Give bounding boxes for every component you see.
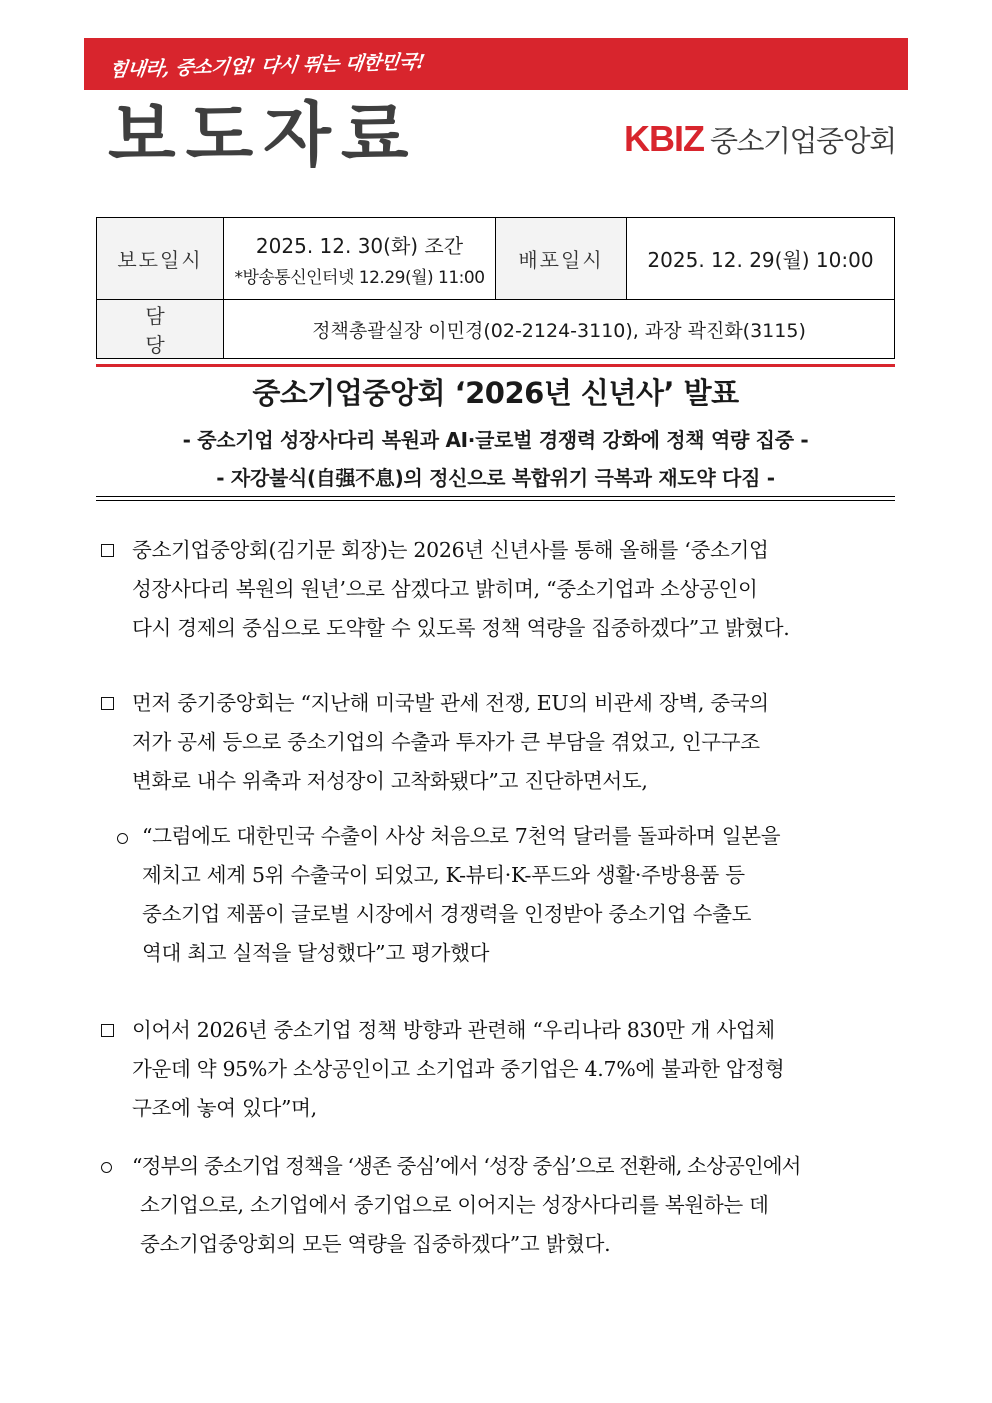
square-bullet-icon	[101, 544, 114, 557]
square-bullet-icon	[101, 697, 114, 710]
text-line: 이어서 2026년 중소기업 정책 방향과 관련해 “우리나라 830만 개 사업체	[132, 1018, 775, 1042]
paragraph-3	[142, 817, 896, 973]
subheadline-2: - 자강불식(自强不息)의 정신으로 복합위기 극복과 재도약 다짐 -	[216, 466, 775, 490]
logo-mark: KBIZ	[624, 118, 704, 159]
text-line: 중소기업 제품이 글로벌 시장에서 경쟁력을 인정받아 중소기업 수출도	[142, 902, 752, 926]
release-date-value: 2025. 12. 30(화) 조간	[255, 233, 464, 258]
subheadline-1: - 중소기업 성장사다리 복원과 AI·글로벌 경쟁력 강화에 정책 역량 집중 -	[182, 428, 809, 452]
paragraph-1	[132, 531, 896, 648]
slogan-banner	[84, 38, 908, 90]
text-line: 중소기업중앙회(김기문 회장)는 2026년 신년사를 통해 올해를 ‘중소기업	[132, 538, 769, 562]
text-line: 변화로 내수 위축과 저성장이 고착화됐다”고 진단하면서도,	[132, 769, 648, 793]
text-line: 역대 최고 실적을 달성했다”고 평가했다	[142, 941, 490, 965]
text-line: 구조에 놓여 있다”며,	[132, 1096, 317, 1120]
square-bullet-icon	[101, 1024, 114, 1037]
paragraph-2	[132, 684, 896, 801]
distribution-label: 배포일시	[496, 218, 627, 300]
release-date-cell	[224, 218, 496, 300]
paragraph-4	[132, 1011, 896, 1128]
text-line: 중소기업중앙회의 모든 역량을 집중하겠다”고 밝혔다.	[140, 1232, 611, 1256]
contact-value: 정책총괄실장 이민경(02-2124-3110), 과장 곽진화(3115)	[224, 300, 895, 359]
circle-bullet-icon	[101, 1162, 112, 1173]
text-line: “그럼에도 대한민국 수출이 사상 처음으로 7천억 달러를 돌파하며 일본을	[142, 824, 781, 848]
text-line: 소기업으로, 소기업에서 중기업으로 이어지는 성장사다리를 복원하는 데	[140, 1193, 769, 1217]
contact-label: 담 당	[97, 300, 224, 359]
text-line: 먼저 중기중앙회는 “지난해 미국발 관세 전쟁, EU의 비관세 장벽, 중국의	[132, 691, 769, 715]
text-line: 다시 경제의 중심으로 도약할 수 있도록 정책 역량을 집중하겠다”고 밝혔다.	[132, 616, 790, 640]
release-info-table	[96, 217, 895, 359]
text-line: 제치고 세계 5위 수출국이 되었고, K-뷰티·K-푸드와 생활·주방용품 등	[142, 863, 745, 887]
broadcast-note: *방송통신인터넷 12.29(월) 11:00	[234, 267, 485, 288]
text-line: “정부의 중소기업 정책을 ‘생존 중심’에서 ‘성장 중심’으로 전환해, 소상공인에서	[132, 1154, 801, 1178]
circle-bullet-icon	[117, 833, 128, 844]
title-bottom-rule	[96, 496, 895, 501]
press-release-title: 보도자료	[108, 94, 419, 176]
text-line: 저가 공세 등으로 중소기업의 수출과 투자가 큰 부담을 겪었고, 인구구조	[132, 730, 760, 754]
text-line: 성장사다리 복원의 원년’으로 삼겠다고 밝히며, “중소기업과 소상공인이	[132, 577, 758, 601]
kbiz-logo	[624, 118, 896, 160]
headline: 중소기업중앙회 ‘2026년 신년사’ 발표	[252, 376, 739, 410]
text-line: 가운데 약 95%가 소상공인이고 소기업과 중기업은 4.7%에 불과한 압정형	[132, 1057, 785, 1081]
logo-name: 중소기업중앙회	[710, 123, 896, 158]
distribution-value: 2025. 12. 29(월) 10:00	[627, 218, 895, 300]
slogan-text: 힘내라, 중소기업! 다시 뛰는 대한민국!	[108, 50, 426, 81]
paragraph-5	[132, 1147, 896, 1264]
title-top-rule	[96, 364, 895, 367]
release-date-label: 보도일시	[97, 218, 224, 300]
